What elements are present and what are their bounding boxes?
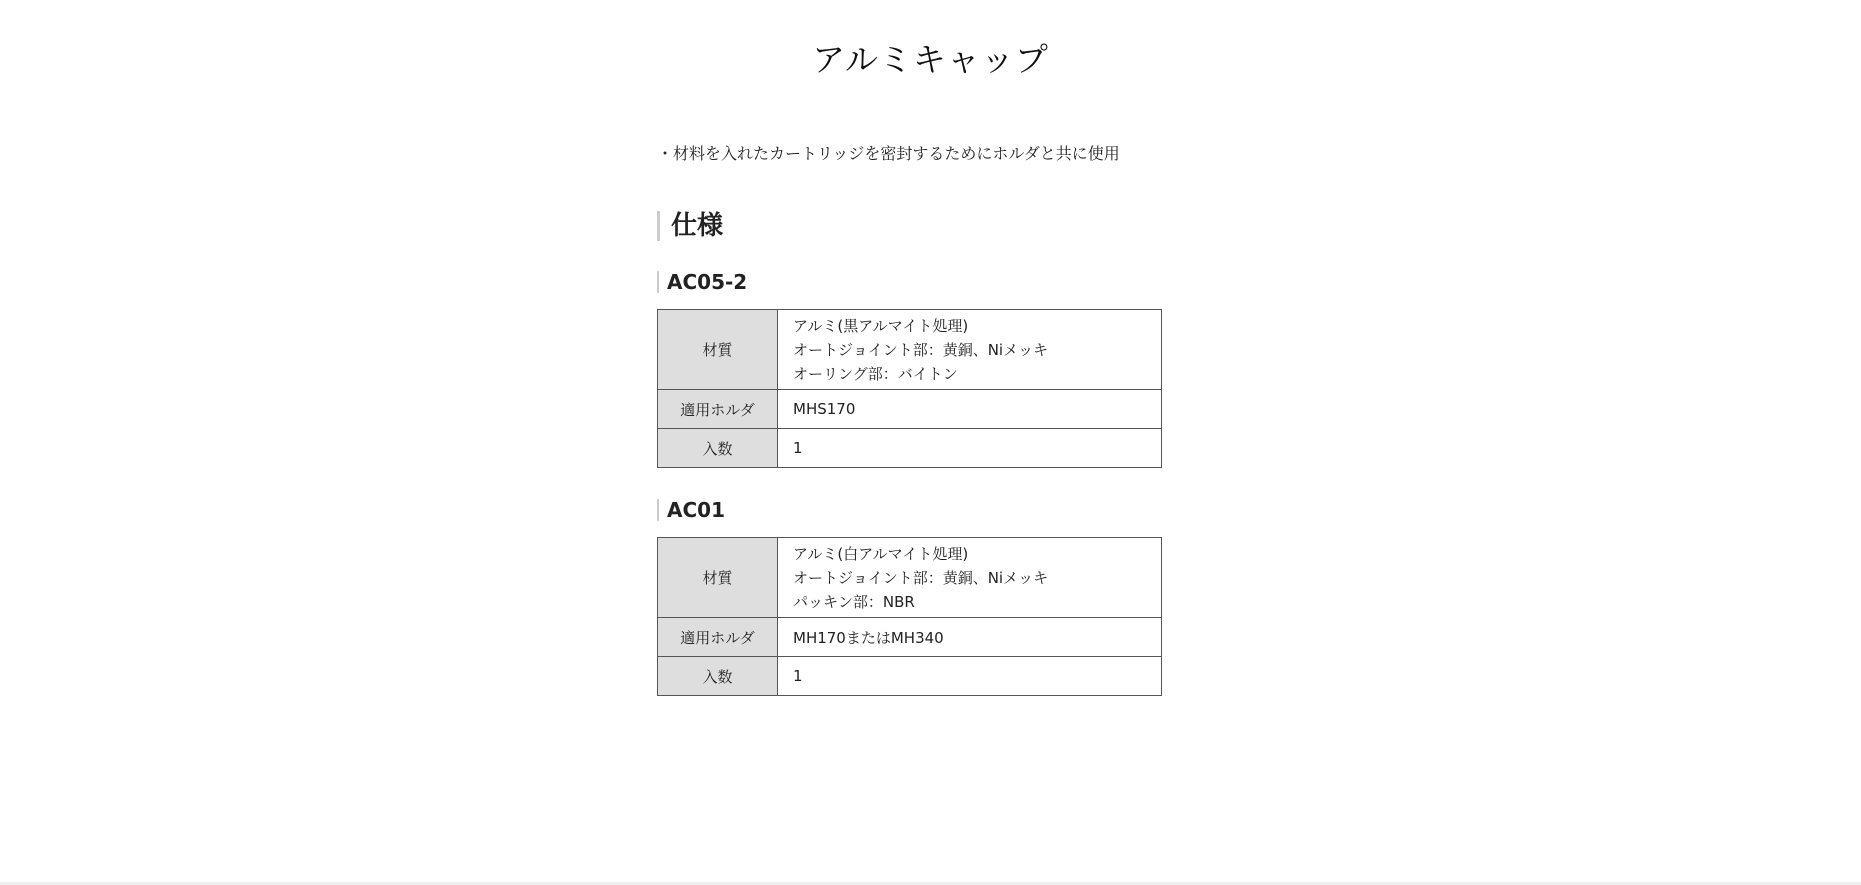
material-line: パッキン部：NBR: [793, 592, 915, 611]
table-row: [658, 538, 1162, 618]
holder-value: MH170またはMH340: [778, 618, 1162, 657]
table-row: [658, 618, 1162, 657]
holder-label: 適用ホルダ: [658, 390, 778, 429]
qty-value: 1: [778, 429, 1162, 468]
material-line: アルミ(白アルマイト処理): [793, 544, 969, 563]
table-row: [658, 390, 1162, 429]
qty-label: 入数: [658, 429, 778, 468]
material-line: アルミ(黒アルマイト処理): [793, 316, 969, 335]
material-line: オートジョイント部：黄銅、Niメッキ: [793, 568, 1049, 587]
product-heading-ac05-2: AC05-2: [657, 271, 747, 293]
material-line: オーリング部：バイトン: [793, 364, 958, 383]
page-title: アルミキャップ: [812, 40, 1049, 79]
qty-value: 1: [778, 657, 1162, 696]
table-row: [658, 657, 1162, 696]
material-label: 材質: [658, 310, 778, 390]
holder-value: MHS170: [778, 390, 1162, 429]
product-heading-ac01: AC01: [657, 499, 725, 521]
holder-label: 適用ホルダ: [658, 618, 778, 657]
spec-table-ac01: [657, 537, 1162, 696]
table-row: [658, 429, 1162, 468]
lead-text: ・材料を入れたカートリッジを密封するためにホルダと共に使用: [657, 144, 1120, 163]
section-heading-spec: 仕様: [657, 211, 723, 241]
material-label: 材質: [658, 538, 778, 618]
spec-table-ac05-2: [657, 309, 1162, 468]
qty-label: 入数: [658, 657, 778, 696]
material-value: [778, 310, 1162, 390]
material-line: オートジョイント部：黄銅、Niメッキ: [793, 340, 1049, 359]
table-row: [658, 310, 1162, 390]
material-value: [778, 538, 1162, 618]
